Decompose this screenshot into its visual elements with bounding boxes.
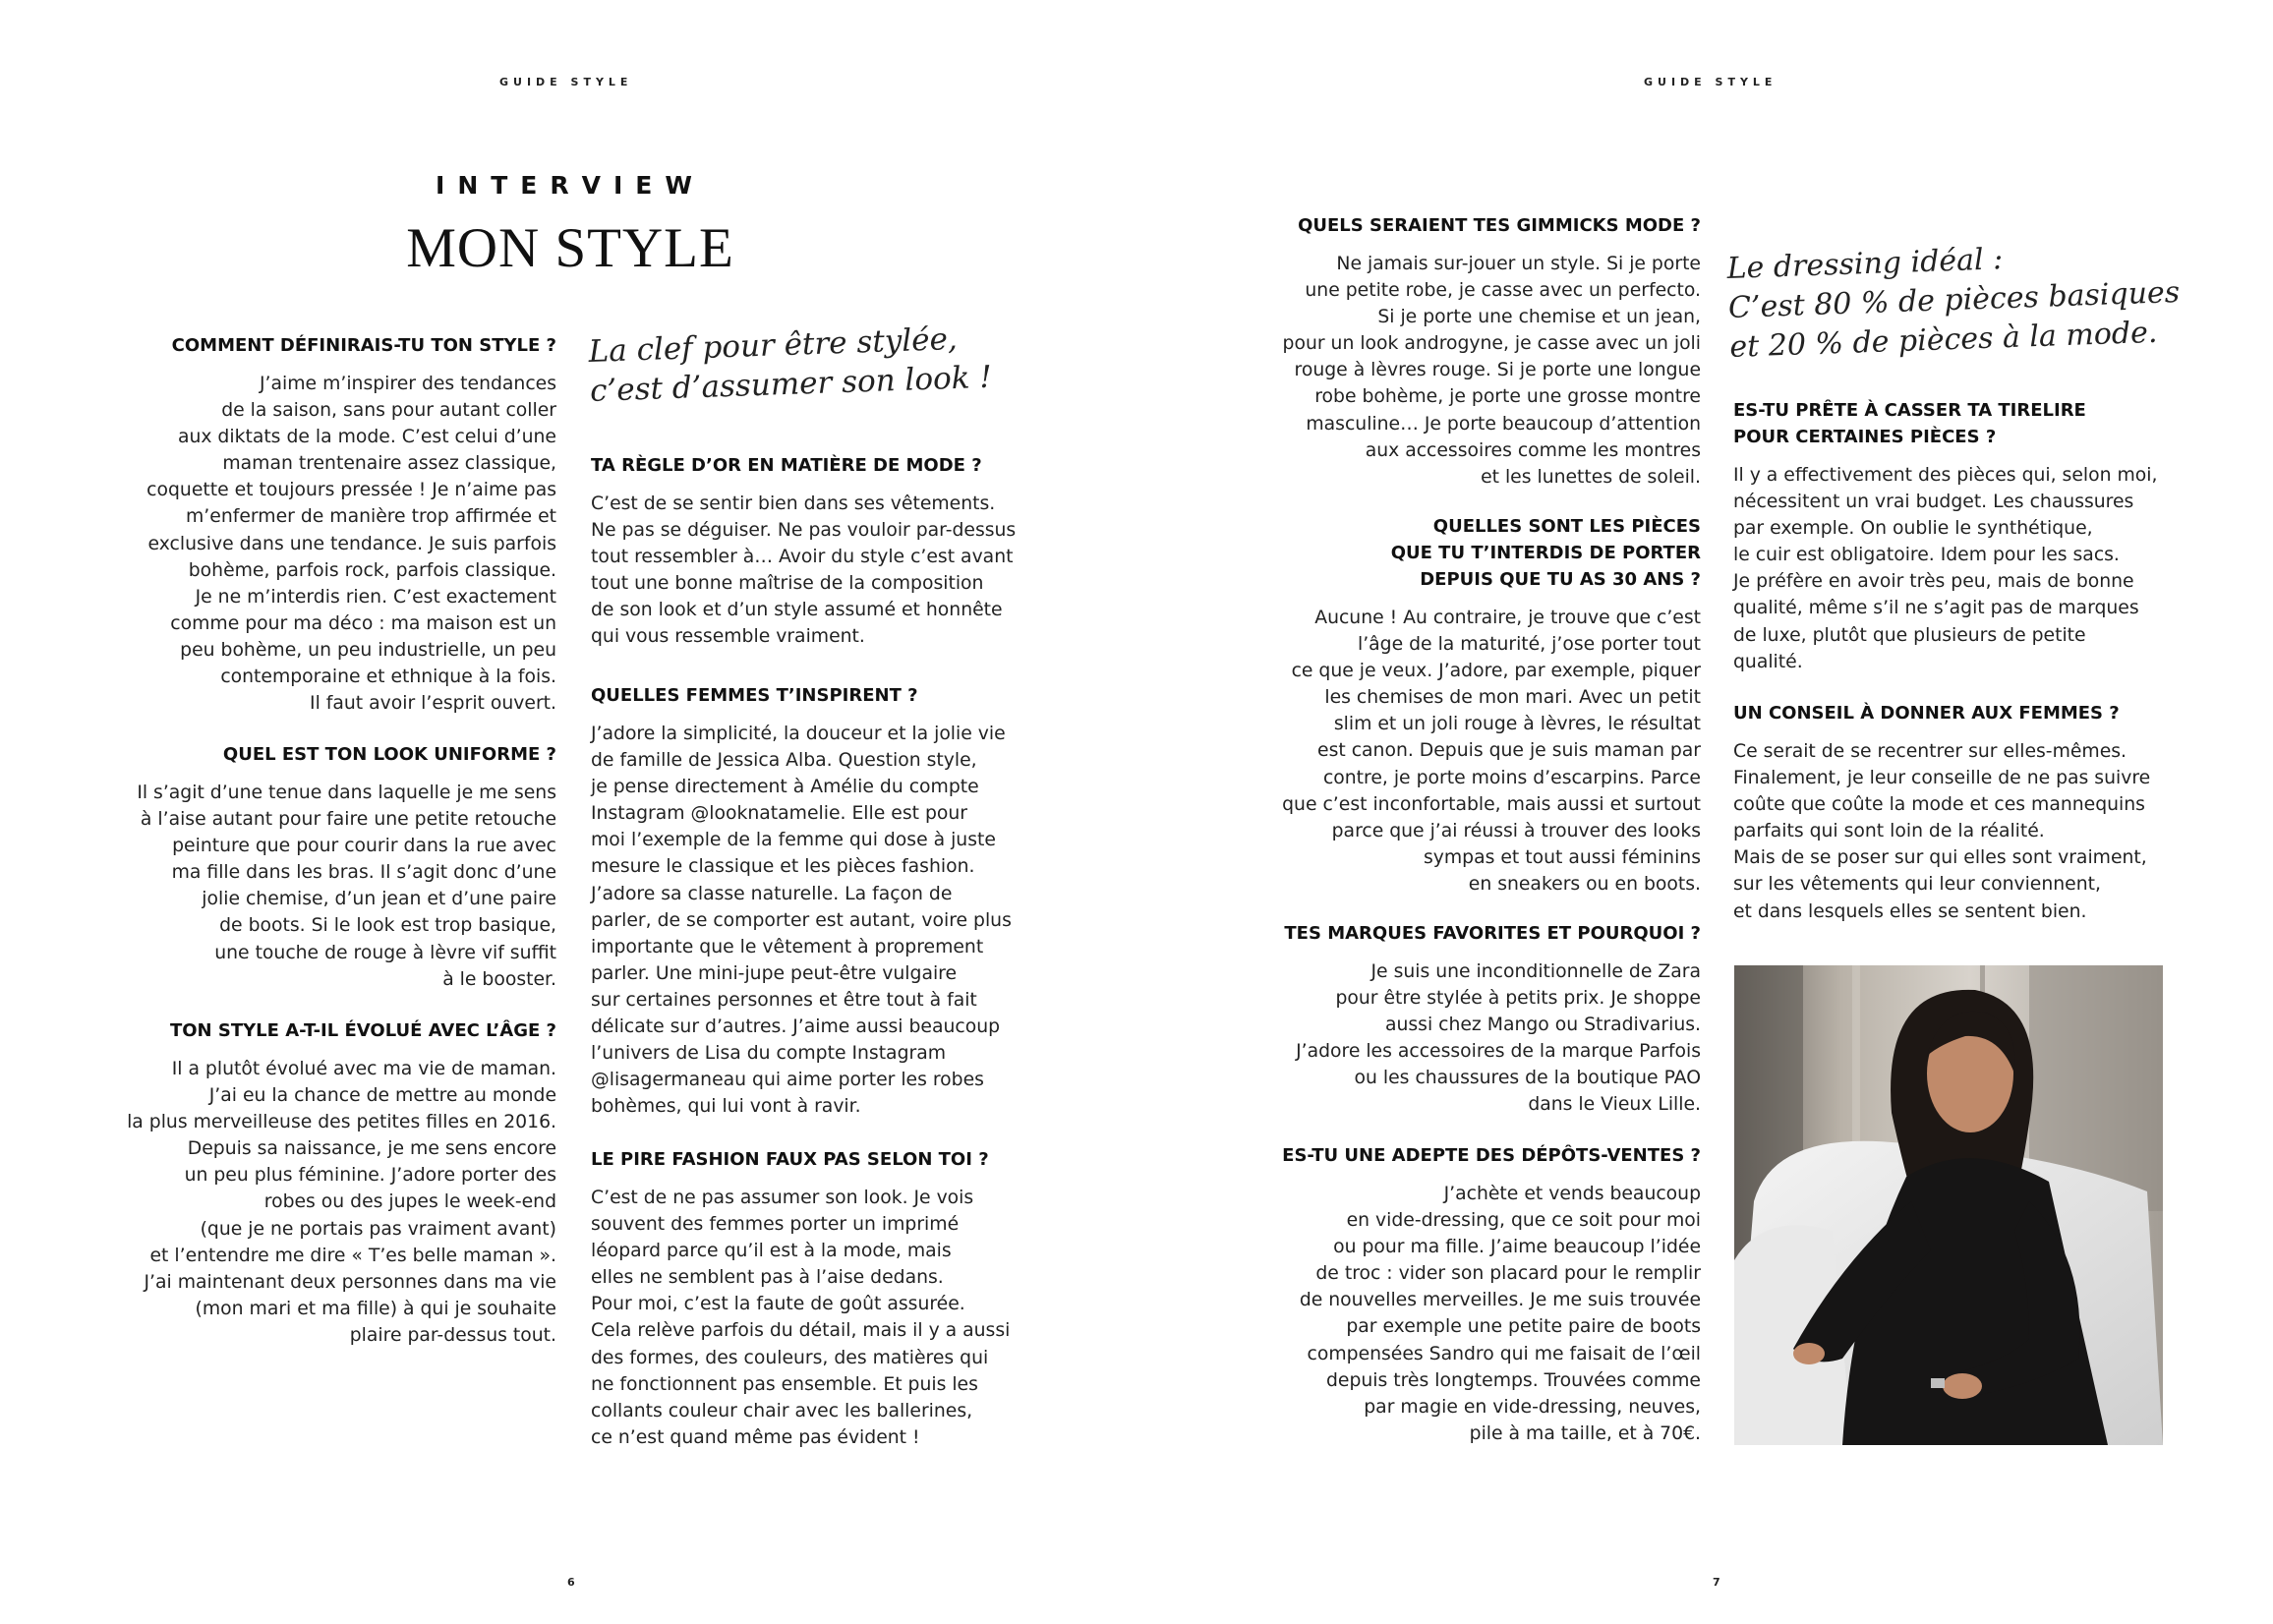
interview-kicker: INTERVIEW: [436, 171, 705, 200]
question-block: [103, 741, 556, 993]
question-block: [1249, 1142, 1701, 1447]
question-block: [103, 1017, 556, 1349]
answer: Aucune ! Au contraire, je trouve que c’est l’âge de la maturité, j’ose porter tout ce que je veux. J’adore, par exemple, piquer les chemises de mon mari. Avec un petit slim et un joli rouge à lèvres, le résultat est canon. Depuis que je suis maman par contre, je porte moins d’escarpins. Parce que c’est inconfortable, mais aussi et surtout parce que j’ai réussi à trouver des looks sympas et tout aussi féminins en sneakers ou en boots.: [1282, 608, 1701, 895]
question: TES MARQUES FAVORITES ET POURQUOI ?: [1284, 923, 1701, 944]
answer: Je suis une inconditionnelle de Zara pour être stylée à petits prix. Je shoppe aussi chez Mango ou Stradivarius. J’adore les accessoires de la marque Parfois ou les chaussures de la boutique PAO dans le Vieux Lille.: [1296, 961, 1701, 1116]
answer: C’est de ne pas assumer son look. Je vois souvent des femmes porter un imprimé léopard parce qu’il est à la mode, mais elles ne semblent pas à l’aise dedans. Pour moi, c’est la faute de goût assurée. Cela relève parfois du détail, mais il y a aussi des formes, des couleurs, des matières qui ne fonctionnent pas ensemble. Et puis les collants couleur chair avec les ballerines, ce n’est quand même pas évident !: [591, 1188, 1011, 1448]
answer: Il y a effectivement des pièces qui, selon moi, nécessitent un vrai budget. Les chaussures par exemple. On oublie le synthétique, le cuir est obligatoire. Idem pour les sacs. Je préfère en avoir très peu, mais de bonne qualité, même s’il ne s’agit pas de marques de luxe, plutôt que plusieurs de petite qualité.: [1733, 465, 2158, 672]
page-number-right: 7: [1713, 1576, 1720, 1589]
question: TA RÈGLE D’OR EN MATIÈRE DE MODE ?: [591, 455, 982, 476]
question: ES-TU PRÊTE À CASSER TA TIRELIRE POUR CERTAINES PIÈCES ?: [1733, 400, 2086, 447]
answer: C’est de se sentir bien dans ses vêtements. Ne pas se déguiser. Ne pas vouloir par-dessus tout ressembler à… Avoir du style c’est avant tout une bonne maîtrise de la composition de son look et d’un style assumé et honnête qui vous ressemble vraiment.: [591, 493, 1017, 648]
answer: J’achète et vends beaucoup en vide-dressing, que ce soit pour moi ou pour ma fille. J’aime beaucoup l’idée de troc : vider son placard pour le remplir de nouvelles merveilles. Je me suis trouvée par exemple une petite paire de boots compensées Sandro qui me faisait de l’œil depuis très longtemps. Trouvées comme par magie en vide-dressing, neuves, pile à ma taille, et à 70€.: [1299, 1184, 1701, 1444]
question-block: [1249, 513, 1701, 898]
question: UN CONSEIL À DONNER AUX FEMMES ?: [1733, 703, 2120, 724]
page-header-left: GUIDE STYLE: [499, 76, 633, 88]
answer: Ce serait de se recentrer sur elles-mêmes. Finalement, je leur conseille de ne pas suivre coûte que coûte la mode et ces mannequins parfaits qui sont loin de la réalité. Mais de se poser sur qui elles sont vraiment, sur les vêtements qui leur conviennent, et dans lesquels elles se sentent bien.: [1733, 741, 2151, 922]
question: COMMENT DÉFINIRAIS-TU TON STYLE ?: [171, 335, 556, 356]
question-block: [591, 682, 1043, 1120]
answer: Il a plutôt évolué avec ma vie de maman. J’ai eu la chance de mettre au monde la plus merveilleuse des petites filles en 2016. Depuis sa naissance, je me sens encore un peu plus féminine. J’adore porter des robes ou des jupes le week-end (que je ne portais pas vraiment avant) et l’entendre me dire « T’es belle maman ». J’ai maintenant deux personnes dans ma vie (mon mari et ma fille) à qui je souhaite plaire par-dessus tout.: [127, 1059, 556, 1346]
question: ES-TU UNE ADEPTE DES DÉPÔTS-VENTES ?: [1282, 1145, 1701, 1166]
portrait-photo: [1734, 965, 2163, 1445]
question-block: [591, 452, 1043, 651]
question: QUEL EST TON LOOK UNIFORME ?: [222, 744, 556, 765]
question: QUELLES FEMMES T’INSPIRENT ?: [591, 685, 918, 706]
question-block: [591, 1146, 1043, 1451]
question-block: [1249, 212, 1701, 491]
question-block: [1733, 397, 2186, 675]
question: QUELLES SONT LES PIÈCES QUE TU T’INTERDIS DE PORTER DEPUIS QUE TU AS 30 ANS ?: [1390, 516, 1701, 590]
question-block: [1249, 920, 1701, 1119]
page-title: MON STYLE: [406, 217, 734, 279]
pull-quote: Le dressing idéal : C’est 80 % de pièces basiques et 20 % de pièces à la mode.: [1726, 242, 2181, 365]
question: TON STYLE A-T-IL ÉVOLUÉ AVEC L’ÂGE ?: [169, 1020, 556, 1041]
page-header-right: GUIDE STYLE: [1644, 76, 1778, 88]
question-block: [1733, 700, 2186, 925]
answer: Il s’agit d’une tenue dans laquelle je me sens à l’aise autant pour faire une petite retouche peinture que pour courir dans la rue avec ma fille dans les bras. Il s’agit donc d’une jolie chemise, d’un jean et d’une paire de boots. Si le look est trop basique, une touche de rouge à lèvre vif suffit à le booster.: [137, 783, 556, 990]
question-block: [103, 332, 556, 717]
answer: J’aime m’inspirer des tendances de la saison, sans pour autant coller aux diktats de la mode. C’est celui d’une maman trentenaire assez classique, coquette et toujours pressée ! Je n’aime pas m’enfermer de manière trop affirmée et exclusive dans une tendance. Je suis parfois bohème, parfois rock, parfois classique. Je ne m’interdis rien. C’est exactement comme pour ma déco : ma maison est un peu bohème, un peu industrielle, un peu contemporaine et ethnique à la fois. Il faut avoir l’esprit ouvert.: [146, 374, 556, 715]
answer: J’adore la simplicité, la douceur et la jolie vie de famille de Jessica Alba. Question style, je pense directement à Amélie du compte Instagram @looknatamelie. Elle est pour moi l’exemple de la femme qui dose à juste mesure le classique et les pièces fashion. J’adore sa classe naturelle. La façon de parler, de se comporter est autant, voire plus importante que le vêtement à proprement parler. Une mini-jupe peut-être vulgaire sur certaines personnes et être tout à fait délicate sur d’autres. J’aime aussi beaucoup l’univers de Lisa du compte Instagram @lisagermaneau qui aime porter les robes bohèmes, qui lui vont à ravir.: [591, 724, 1012, 1118]
answer: Ne jamais sur-jouer un style. Si je porte une petite robe, je casse avec un perfecto. Si je porte une chemise et un jean, pour un look androgyne, je casse avec un joli rouge à lèvres rouge. Si je porte une longue robe bohème, je porte une grosse montre masculine… Je porte beaucoup d’attention aux accessoires comme les montres et les lunettes de soleil.: [1282, 254, 1701, 488]
question: QUELS SERAIENT TES GIMMICKS MODE ?: [1298, 215, 1701, 236]
pull-quote: La clef pour être stylée, c’est d’assumer son look !: [588, 320, 993, 409]
question: LE PIRE FASHION FAUX PAS SELON TOI ?: [591, 1149, 989, 1170]
page-number-left: 6: [567, 1576, 575, 1589]
